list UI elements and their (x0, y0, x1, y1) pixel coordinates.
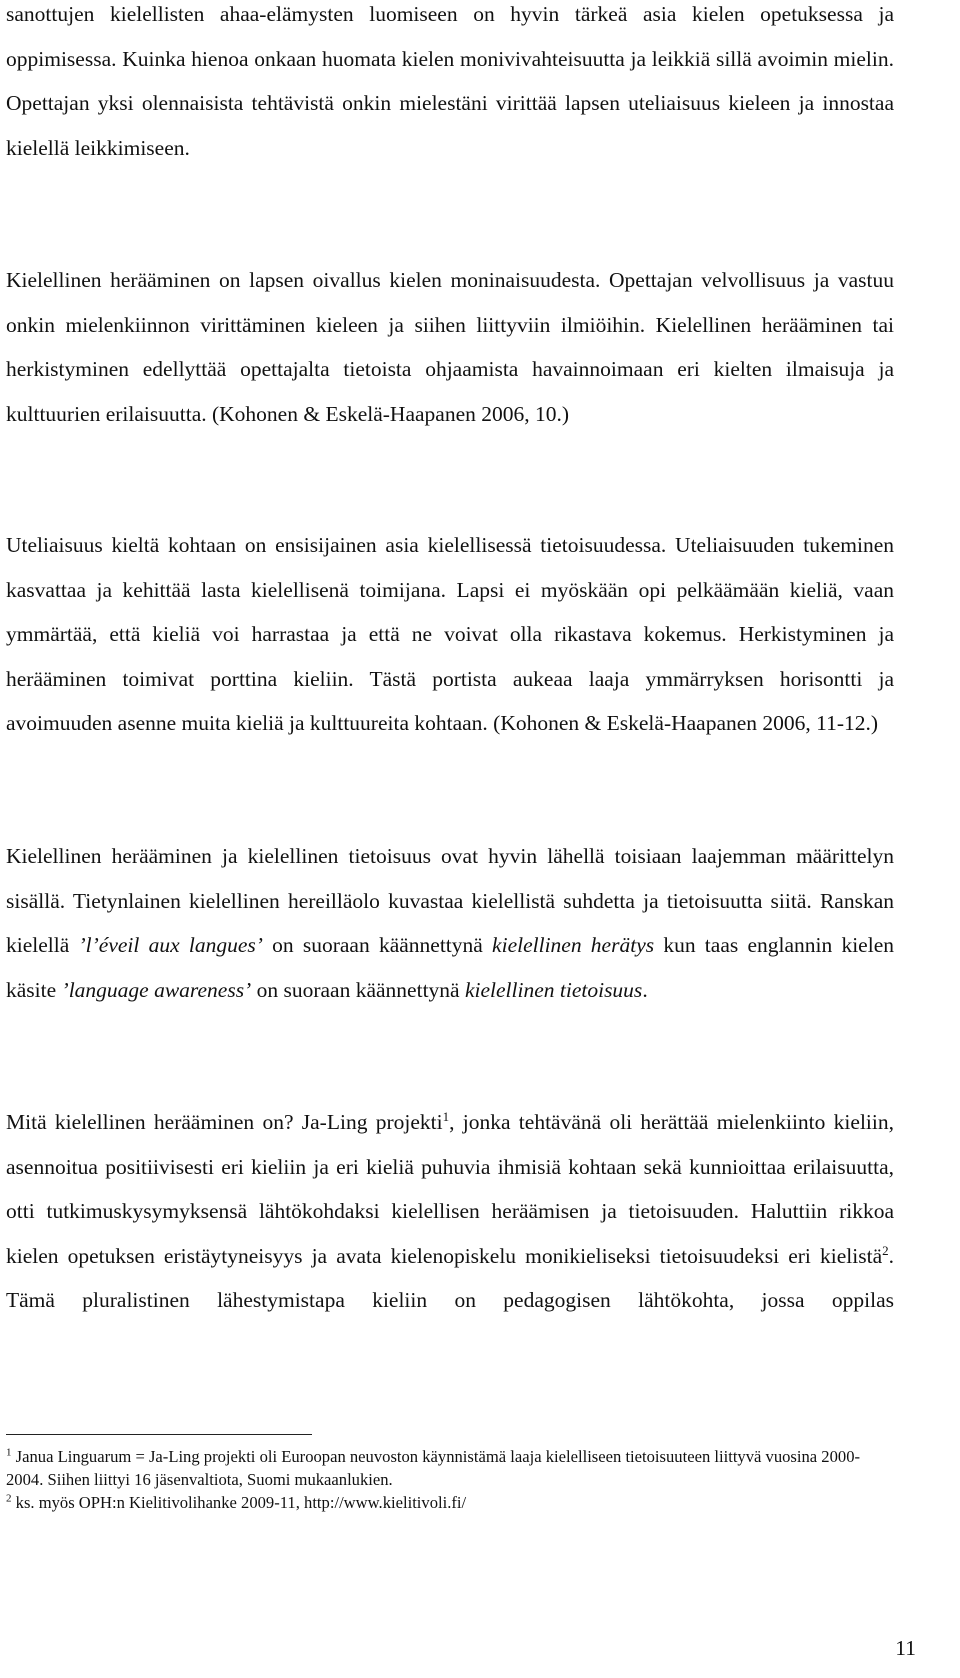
paragraph-5-text: Mitä kielellinen herääminen on? Ja-Ling projekti (6, 1110, 443, 1134)
footnote-marker: 2 (6, 1492, 12, 1505)
paragraph-3: Uteliaisuus kieltä kohtaan on ensisijainen asia kielellisessä tietoisuudessa. Uteliaisuuden tukeminen kasvattaa ja kehittää lasta kielellisenä toimijana. Lapsi ei myöskään opi pelkäämään kieliä, vaan ymmärtää, että kieliä voi harrastaa ja että ne voivat olla rikastava kokemus. Herkistyminen ja herääminen toimivat porttina kieliin. Tästä portista aukeaa laaja ymmärryksen horisontti ja avoimuuden asenne muita kieliä ja kulttuureita kohtaan. (Kohonen & Eskelä-Haapanen 2006, 11-12.) (6, 533, 894, 736)
footnote-text: Janua Linguarum = Ja-Ling projekti oli Euroopan neuvoston käynnistämä laaja kielelliseen tietoisuuteen liittyvä vuosina 2000-2004. Siihen liittyi 16 jäsenvaltiota, Suomi mukaanlukien. (6, 1447, 861, 1490)
paragraph-4-text: . (642, 977, 648, 1002)
term-kielellinen-tietoisuus: kielellinen tietoisuus (464, 977, 643, 1002)
paragraph-5 (6, 1100, 894, 1323)
footnote-marker: 1 (6, 1446, 12, 1459)
paragraph-4-text: kun taas englannin kielen käsite (6, 933, 894, 1002)
footnote-2 (6, 1491, 894, 1514)
paragraph-5-text: , jonka tehtävänä oli herättää mielenkiinto kieliin, asennoitua positiivisesti eri kieliin ja eri kieliä puhuvia ihmisiä kohtaan sekä kunnioittaa erilaisuutta, otti tutkimuskysymyksensä lähtökohdaksi kielellisen heräämisen ja tietoisuuden. Haluttiin rikkoa kielen opetuksen eristäytyneisyys ja avata kielenopiskelu monikieliseksi tietoisuudeksi eri kielistä (6, 1110, 894, 1268)
page-number: 11 (895, 1636, 916, 1660)
term-kielellinen-heratys: kielellinen herätys (492, 933, 655, 958)
paragraph-5-text: . Tämä pluralistinen lähestymistapa kieliin on pedagogisen lähtökohta, jossa oppilas (6, 1243, 894, 1313)
footnote-ref-1: 1 (442, 1108, 450, 1124)
french-term: ’l’éveil aux langues’ (78, 933, 263, 958)
paragraph-1: sanottujen kielellisten ahaa-elämysten luomiseen on hyvin tärkeä asia kielen opetuksessa ja oppimisessa. Kuinka hienoa onkaan huomata kielen monivivahteisuutta ja leikkiä sillä avoimin mielin. Opettajan yksi olennaisista tehtävistä onkin mielestäni virittää lapsen uteliaisuus kieleen ja innostaa kielellä leikkimiseen. (6, 2, 894, 160)
footnote-1 (6, 1445, 894, 1491)
footnotes (6, 1445, 894, 1515)
footnote-text: ks. myös OPH:n Kielitivolihanke 2009-11, http://www.kielitivoli.fi/ (11, 1493, 467, 1513)
paragraph-4 (6, 834, 894, 1012)
paragraph-4-text: on suoraan käännettynä (262, 933, 493, 958)
english-term: ’language awareness’ (61, 977, 252, 1002)
paragraph-4-text: on suoraan käännettynä (251, 977, 465, 1002)
footnote-ref-2: 2 (882, 1242, 889, 1258)
paragraph-2: Kielellinen herääminen on lapsen oivallus kielen moninaisuudesta. Opettajan velvollisuus ja vastuu onkin mielenkiinnon virittäminen kieleen ja siihen liittyviin ilmiöihin. Kielellinen herääminen tai herkistyminen edellyttää opettajalta tietoista ohjaamista havainnoimaan eri kielten ilmaisuja ja kulttuurien erilaisuutta. (Kohonen & Eskelä-Haapanen 2006, 10.) (6, 268, 894, 426)
footnote-divider (6, 1434, 312, 1435)
paragraph-4-text: Kielellinen herääminen ja kielellinen tietoisuus ovat hyvin lähellä toisiaan laajemman määrittelyn sisällä. Tietynlainen kielellinen hereilläolo kuvastaa kielellistä suhdetta ja tietoisuutta siitä. Ranskan kielellä (6, 844, 894, 958)
